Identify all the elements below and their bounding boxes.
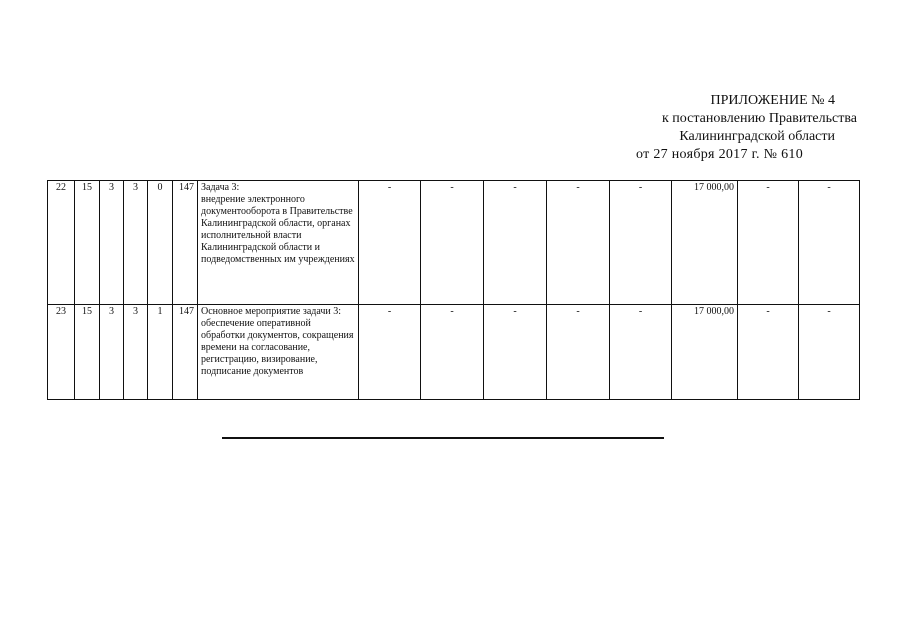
- cell-code: 147: [173, 181, 198, 305]
- table-row: [48, 181, 860, 305]
- cell-code: 3: [100, 305, 124, 400]
- cell-value: -: [547, 181, 610, 305]
- cell-value: -: [359, 181, 421, 305]
- appendix-title: ПРИЛОЖЕНИЕ № 4: [710, 93, 835, 108]
- cell-value: -: [421, 181, 484, 305]
- cell-value: -: [484, 305, 547, 400]
- cell-value: -: [421, 305, 484, 400]
- appendix-resolution-ref: к постановлению Правительства: [661, 111, 857, 126]
- cell-code: 15: [75, 305, 100, 400]
- cell-code: 3: [124, 181, 148, 305]
- cell-value: 17 000,00: [672, 181, 738, 305]
- cell-code: 147: [173, 305, 198, 400]
- cell-code: 3: [100, 181, 124, 305]
- cell-value: -: [610, 305, 672, 400]
- program-table: [47, 180, 860, 400]
- closing-divider: [222, 437, 664, 439]
- cell-description: Основное мероприятие задачи 3: обеспечение оперативной обработки документов, сокращения времени на согласование, регистрацию, визирование, подписание документов: [198, 305, 359, 400]
- cell-value: -: [610, 181, 672, 305]
- cell-value: -: [484, 181, 547, 305]
- cell-row-number: 22: [48, 181, 75, 305]
- table-row: [48, 305, 860, 400]
- cell-value: -: [738, 305, 799, 400]
- appendix-header: [636, 92, 857, 164]
- cell-value: -: [738, 181, 799, 305]
- cell-code: 15: [75, 181, 100, 305]
- cell-code: 0: [148, 181, 173, 305]
- cell-value: -: [799, 181, 860, 305]
- cell-code: 1: [148, 305, 173, 400]
- cell-row-number: 23: [48, 305, 75, 400]
- appendix-region: Калининградской области: [679, 129, 835, 144]
- appendix-date-number: от 27 ноября 2017 г. № 610: [636, 147, 803, 162]
- cell-value: -: [799, 305, 860, 400]
- cell-value: -: [359, 305, 421, 400]
- cell-value: 17 000,00: [672, 305, 738, 400]
- cell-description: Задача 3: внедрение электронного документооборота в Правительстве Калининградской области, органах исполнительной власти Калининградской области и подведомственных им учреждениях: [198, 181, 359, 305]
- cell-code: 3: [124, 305, 148, 400]
- cell-value: -: [547, 305, 610, 400]
